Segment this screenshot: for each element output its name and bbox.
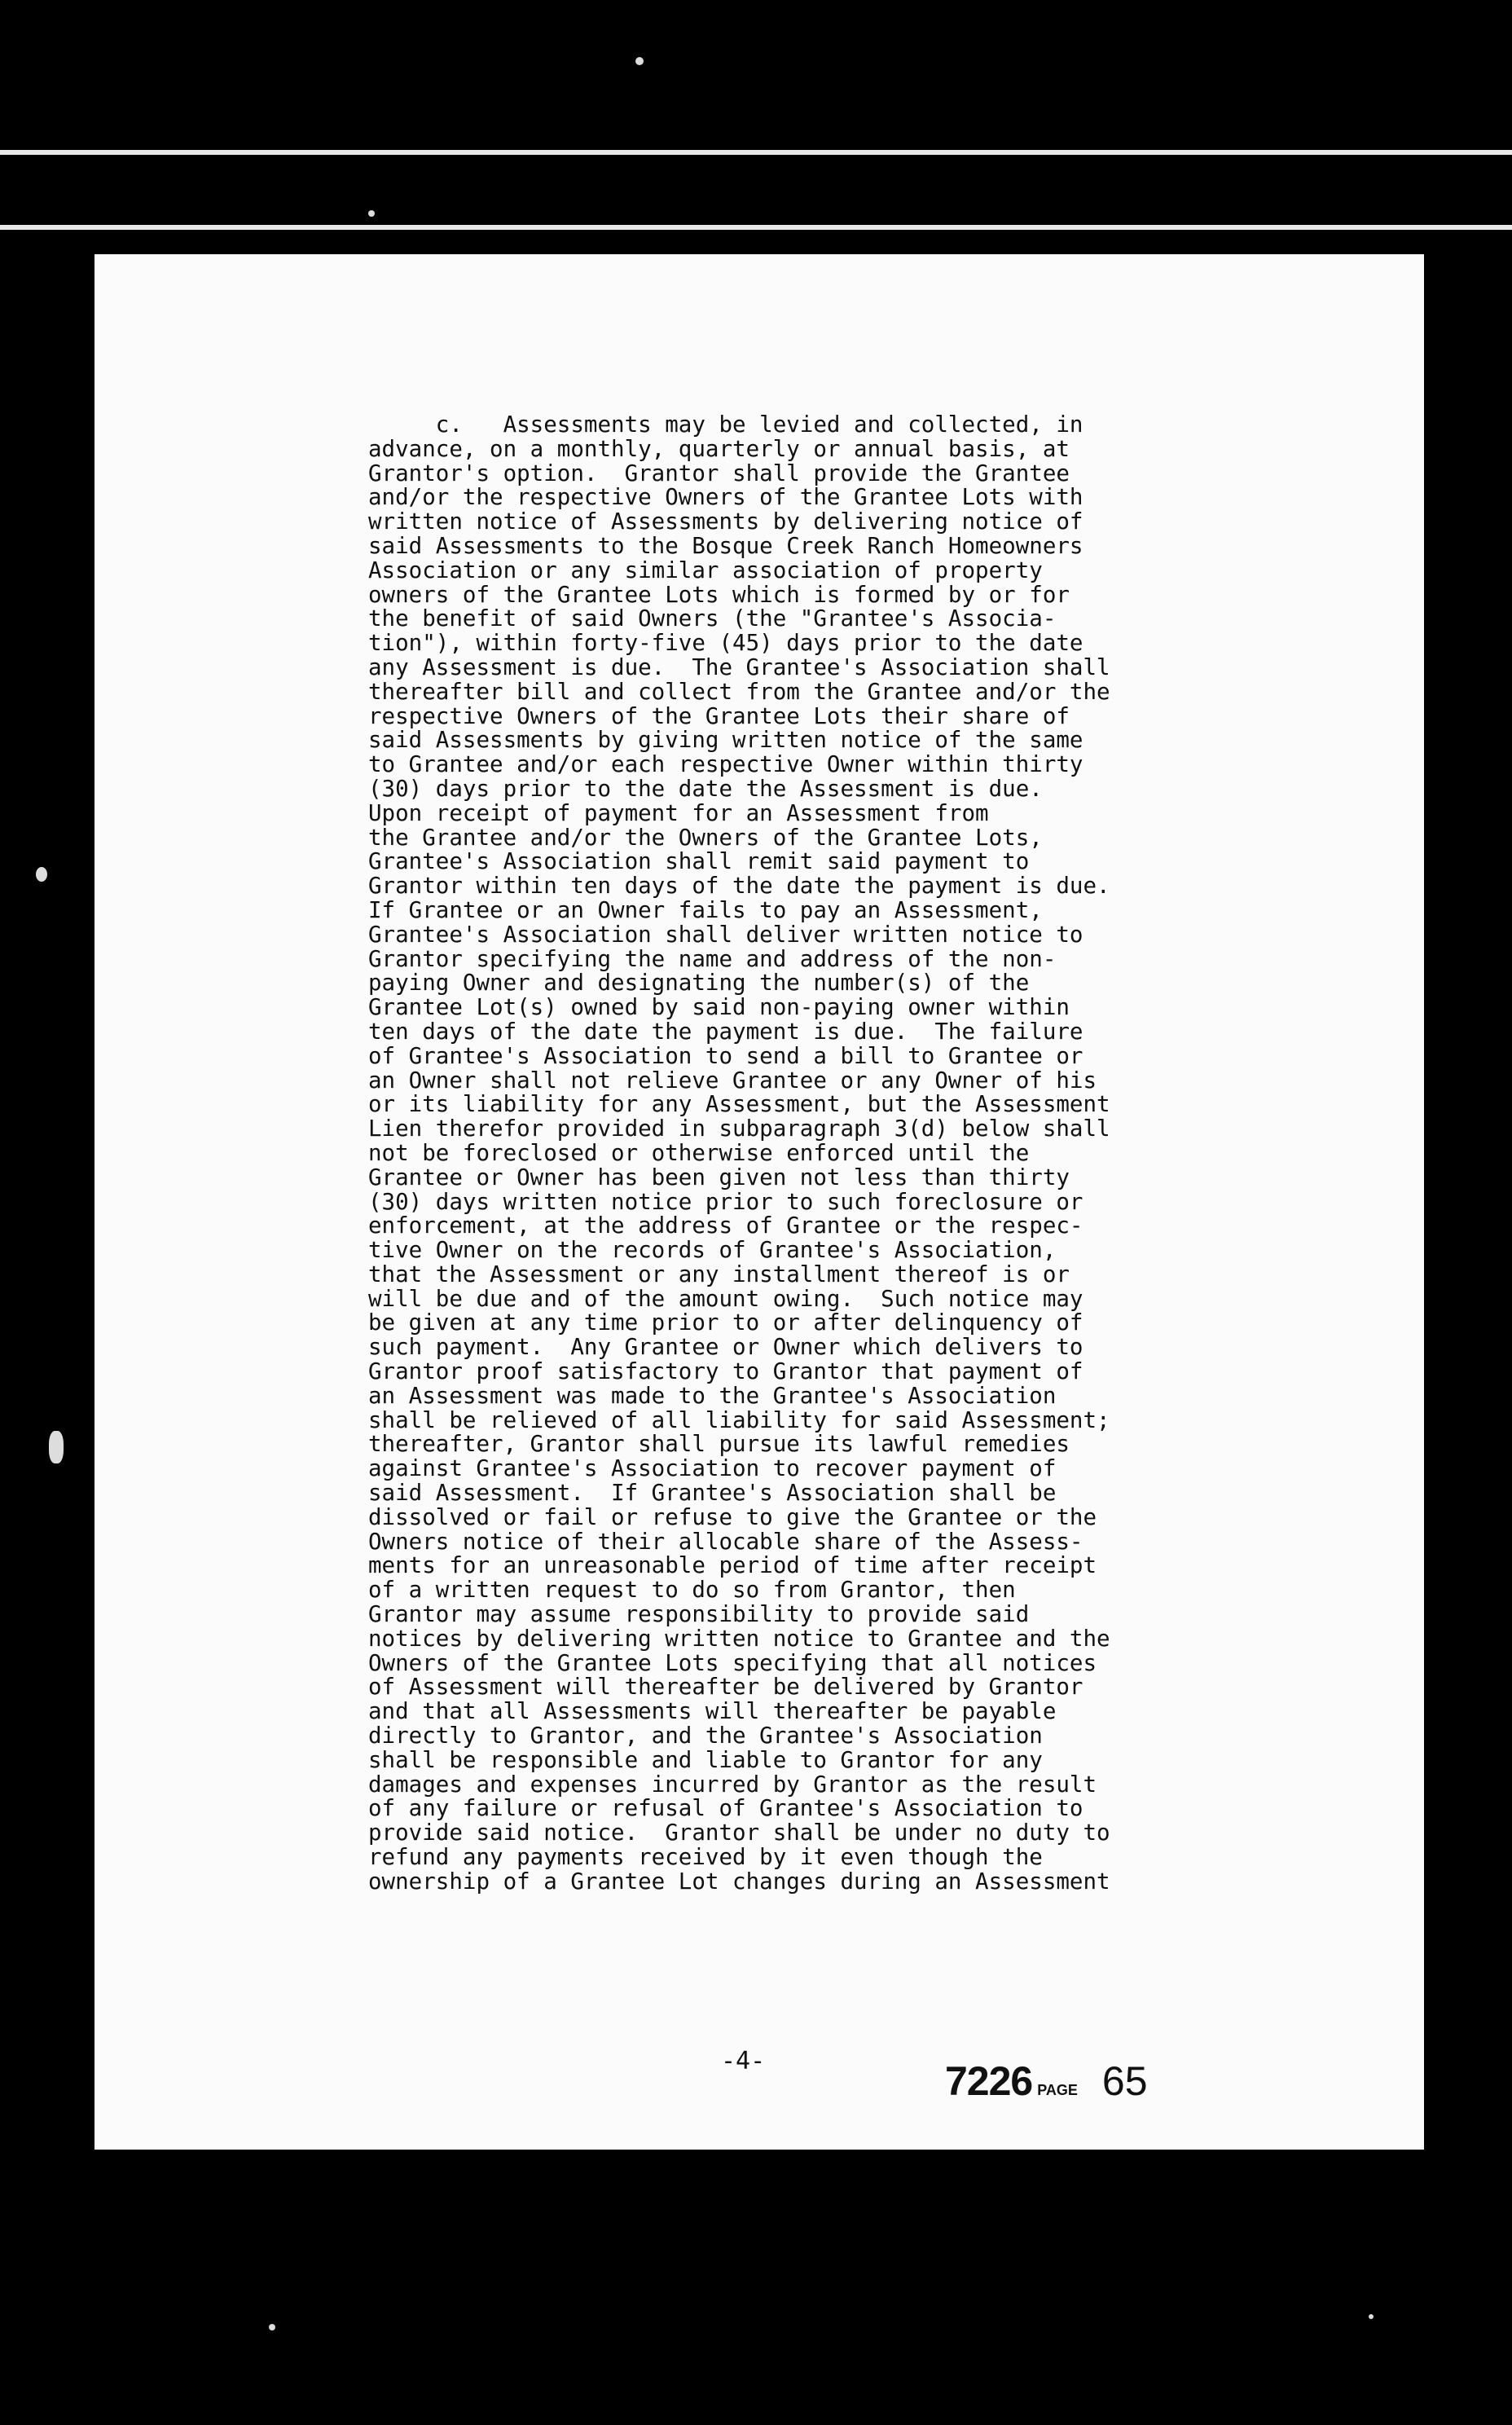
scan-speck <box>368 210 375 217</box>
page-reference: 65 <box>1101 2058 1148 2104</box>
scan-speck <box>1369 2314 1374 2319</box>
page-number: -4- <box>721 2047 766 2075</box>
scan-speck <box>269 2324 275 2330</box>
page-label: PAGE <box>1037 2082 1078 2098</box>
scan-speck <box>635 57 644 65</box>
body-paragraph: c. Assessments may be levied and collected, in advance, on a monthly, quarterly or annual basis, at Grantor's option. Grantor shall provide the Grantee and/or the respective Owners of the Grantee Lots with written notice of Assessments by delivering notice of said Assessments to the Bosque Creek Ranch Homeowners Association or any similar association of property owners of the Grantee Lots which is formed by or for the benefit of said Owners (the "Grantee's Associa- tion"), within forty-five (45) days prior to the date any Assessment is due. The Grantee's Association shall thereafter bill and collect from the Grantee and/or the respective Owners of the Grantee Lots their share of said Assessments by giving written notice of the same to Grantee and/or each respective Owner within thirty (30) days prior to the date the Assessment is due. Upon receipt of payment for an Assessment from the Grantee and/or the Owners of the Grantee Lots, Grantee's Association shall remit said payment to Grantor within ten days of the date the payment is due. If Grantee or an Owner fails to pay an Assessment, Grantee's Association shall deliver written notice to Grantor specifying the name and address of the non- paying Owner and designating the number(s) of the Grantee Lot(s) owned by said non-paying owner within ten days of the date the payment is due. The failure of Grantee's Association to send a bill to Grantee or an Owner shall not relieve Grantee or any Owner of his or its liability for any Assessment, but the Assessment Lien therefor provided in subparagraph 3(d) below shall not be foreclosed or otherwise enforced until the Grantee or Owner has been given not less than thirty (30) days written notice prior to such foreclosure or enforcement, at the address of Grantee or the respec- tive Owner on the records of Grantee's Association, that the Assessment or any installment thereof is or will be due and of the amount owing. Such notice may be given at any time prior to or after delinquency of such payment. Any Grantee or Owner which delivers to Grantor proof satisfactory to Grantor that payment of an Assessment was made to the Grantee's Association shall be relieved of all liability for said Assessment; thereafter, Grantor shall pursue its lawful remedies against Grantee's Association to recover payment of said Assessment. If Grantee's Association shall be dissolved or fail or refuse to give the Grantee or the Owners notice of their allocable share of the Assess- ments for an unreasonable period of time after receipt of a written request to do so from Grantor, then Grantor may assume responsibility to provide said notices by delivering written notice to Grantee and the Owners of the Grantee Lots specifying that all notices of Assessment will thereafter be delivered by Grantor and that all Assessments will thereafter be payable directly to Grantor, and the Grantee's Association shall be responsible and liable to Grantor for any damages and expenses incurred by Grantor as the result of any failure or refusal of Grantee's Association to provide said notice. Grantor shall be under no duty to refund any payments received by it even though the ownership of a Grantee Lot changes during an Assessment <box>368 412 1110 1895</box>
document-page <box>94 254 1424 2150</box>
top-border-line <box>0 150 1512 155</box>
scan-speck <box>49 1431 64 1463</box>
scan-speck <box>36 867 47 882</box>
recording-stamp <box>945 2058 1148 2105</box>
top-border-line <box>0 225 1512 230</box>
book-number: 7226 <box>945 2058 1033 2104</box>
